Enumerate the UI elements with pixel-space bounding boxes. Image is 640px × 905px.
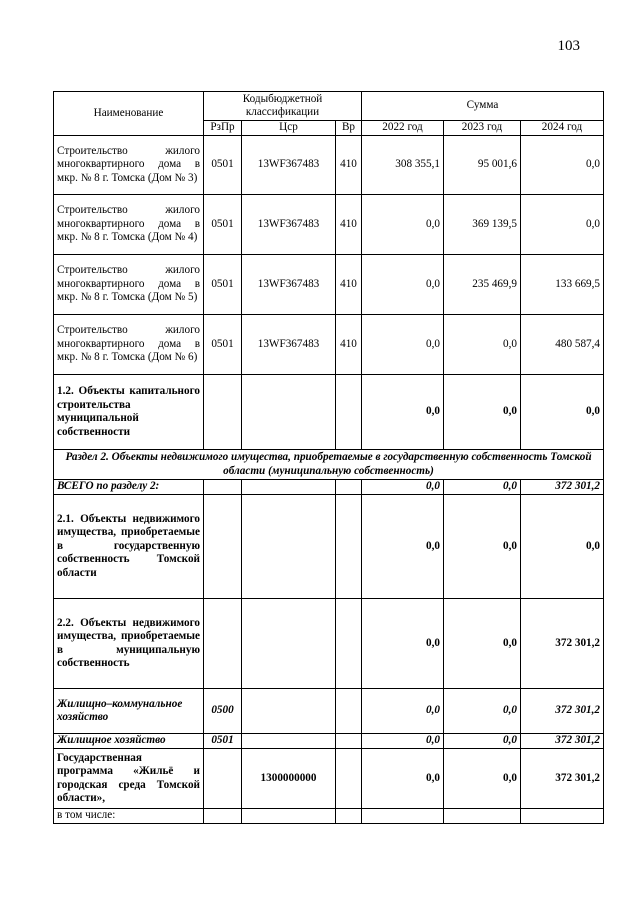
row-rzpr	[204, 495, 242, 599]
row-2022: 0,0	[362, 734, 444, 749]
row-vr	[336, 495, 362, 599]
row-csr	[242, 809, 336, 824]
row-2024: 0,0	[521, 375, 604, 450]
row-name: Строительство жилого многоквартирного дома в мкр. № 8 г. Томска (Дом № 4)	[54, 195, 204, 255]
row-2024: 0,0	[521, 136, 604, 195]
row-name: 1.2. Объекты капитального строительства муниципальной собственности	[54, 375, 204, 450]
table-row-branch	[54, 689, 604, 734]
row-vr: 410	[336, 315, 362, 375]
row-2022: 0,0	[362, 255, 444, 315]
row-name: 2.1. Объекты недвижимого имущества, приобретаемые в государственную собственность Томской области	[54, 495, 204, 599]
row-csr	[242, 480, 336, 495]
row-2024: 0,0	[521, 195, 604, 255]
row-rzpr: 0501	[204, 255, 242, 315]
table-row-subtotal	[54, 599, 604, 689]
table-row-total	[54, 480, 604, 495]
row-rzpr: 0501	[204, 195, 242, 255]
row-2023: 95 001,6	[444, 136, 521, 195]
row-csr	[242, 599, 336, 689]
table-row	[54, 809, 604, 824]
row-2024: 372 301,2	[521, 689, 604, 734]
table-row-branch	[54, 734, 604, 749]
row-csr: 13WF367483	[242, 195, 336, 255]
row-2022: 0,0	[362, 315, 444, 375]
row-2024: 0,0	[521, 495, 604, 599]
row-name: 2.2. Объекты недвижимого имущества, приобретаемые в муниципальную собственность	[54, 599, 204, 689]
table-row-program	[54, 749, 604, 809]
row-name: Строительство жилого многоквартирного дома в мкр. № 8 г. Томска (Дом № 6)	[54, 315, 204, 375]
row-vr: 410	[336, 195, 362, 255]
row-vr	[336, 809, 362, 824]
row-2022: 0,0	[362, 480, 444, 495]
row-vr	[336, 689, 362, 734]
row-csr: 13WF367483	[242, 315, 336, 375]
header-2022: 2022 год	[362, 121, 444, 136]
row-rzpr: 0501	[204, 315, 242, 375]
row-2024: 372 301,2	[521, 749, 604, 809]
row-2023: 0,0	[444, 689, 521, 734]
row-2023: 0,0	[444, 734, 521, 749]
row-2023: 0,0	[444, 599, 521, 689]
budget-table	[53, 91, 604, 824]
row-vr	[336, 375, 362, 450]
row-2023: 235 469,9	[444, 255, 521, 315]
table-row-subtotal	[54, 375, 604, 450]
row-rzpr	[204, 599, 242, 689]
row-vr	[336, 734, 362, 749]
row-2024: 133 669,5	[521, 255, 604, 315]
section-row	[54, 450, 604, 480]
row-vr	[336, 599, 362, 689]
page-number: 103	[557, 38, 580, 54]
row-2024: 372 301,2	[521, 734, 604, 749]
header-csr: Цср	[242, 121, 336, 136]
row-rzpr: 0501	[204, 734, 242, 749]
table-row-subtotal	[54, 495, 604, 599]
row-name: Строительство жилого многоквартирного дома в мкр. № 8 г. Томска (Дом № 5)	[54, 255, 204, 315]
row-rzpr: 0500	[204, 689, 242, 734]
row-rzpr	[204, 375, 242, 450]
row-2023: 0,0	[444, 749, 521, 809]
row-2022	[362, 809, 444, 824]
row-rzpr	[204, 809, 242, 824]
row-name: Жилищно–коммунальное хозяйство	[54, 689, 204, 734]
row-csr	[242, 495, 336, 599]
row-vr: 410	[336, 255, 362, 315]
row-csr: 13WF367483	[242, 255, 336, 315]
table-row	[54, 315, 604, 375]
table-row	[54, 195, 604, 255]
row-csr	[242, 375, 336, 450]
header-name: Наименование	[54, 92, 204, 136]
row-2023: 0,0	[444, 375, 521, 450]
header-2023: 2023 год	[444, 121, 521, 136]
row-2023: 0,0	[444, 315, 521, 375]
row-name: Государственная программа «Жильё и городская среда Томской области»,	[54, 749, 204, 809]
row-2022: 0,0	[362, 599, 444, 689]
row-csr	[242, 689, 336, 734]
row-csr: 1300000000	[242, 749, 336, 809]
row-csr	[242, 734, 336, 749]
header-codes: Кодыбюджетной классификации	[204, 92, 362, 121]
row-2023: 369 139,5	[444, 195, 521, 255]
header-2024: 2024 год	[521, 121, 604, 136]
row-2024: 372 301,2	[521, 599, 604, 689]
row-2023: 0,0	[444, 495, 521, 599]
row-2022: 0,0	[362, 495, 444, 599]
header-vr: Вр	[336, 121, 362, 136]
row-2022: 0,0	[362, 689, 444, 734]
row-name: в том числе:	[54, 809, 204, 824]
row-name: ВСЕГО по разделу 2:	[54, 480, 204, 495]
row-rzpr: 0501	[204, 136, 242, 195]
row-2022: 308 355,1	[362, 136, 444, 195]
row-vr: 410	[336, 136, 362, 195]
section-title: Раздел 2. Объекты недвижимого имущества, приобретаемые в государственную собственность Томской области (муниципальную собственность)	[54, 450, 604, 480]
table-row	[54, 255, 604, 315]
row-vr	[336, 480, 362, 495]
row-rzpr	[204, 480, 242, 495]
header-rzpr: РзПр	[204, 121, 242, 136]
row-csr: 13WF367483	[242, 136, 336, 195]
row-2023	[444, 809, 521, 824]
row-name: Жилищное хозяйство	[54, 734, 204, 749]
table-row	[54, 136, 604, 195]
row-name: Строительство жилого многоквартирного дома в мкр. № 8 г. Томска (Дом № 3)	[54, 136, 204, 195]
row-2023: 0,0	[444, 480, 521, 495]
row-2024: 372 301,2	[521, 480, 604, 495]
row-vr	[336, 749, 362, 809]
row-2024	[521, 809, 604, 824]
row-rzpr	[204, 749, 242, 809]
row-2022: 0,0	[362, 749, 444, 809]
row-2024: 480 587,4	[521, 315, 604, 375]
header-sum: Сумма	[362, 92, 604, 121]
row-2022: 0,0	[362, 375, 444, 450]
row-2022: 0,0	[362, 195, 444, 255]
